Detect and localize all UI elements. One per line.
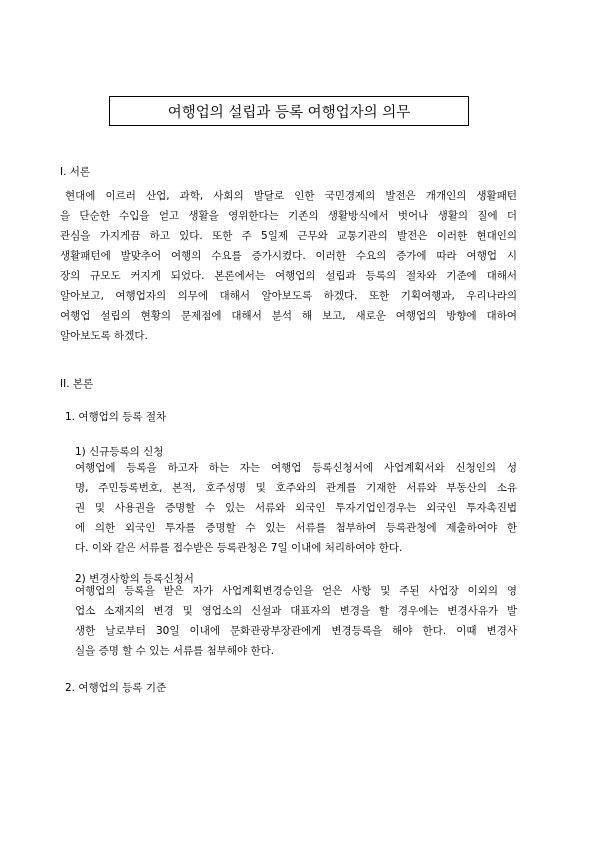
section-heading-introduction: I. 서론	[60, 166, 91, 178]
paragraph-line: 실을 증명 할 수 있는 서류를 첨부해야 한다.	[75, 645, 275, 657]
item-heading-new-registration: 1) 신규등록의 신청	[75, 446, 164, 458]
item-heading-change-registration: 2) 변경사항의 등록신청서	[75, 573, 194, 585]
paragraph-line: 여행업에 등록을 하고자 하는 자는 여행업 등록신청서에 사업계획서와 신청인의 성	[75, 462, 517, 474]
document-title: 여행업의 설립과 등록 여행업자의 의무	[109, 96, 469, 126]
paragraph-line: 생활패턴에 발맞추어 여행의 수요를 증가시켰다. 이러한 수요의 증가에 따라 여행업 시	[60, 250, 517, 262]
section-heading-body: II. 본론	[60, 378, 94, 390]
paragraph-line: 현대에 이르러 산업, 과학, 사회의 발달로 인한 국민경제의 발전은 개개인의 생활패턴	[65, 190, 517, 202]
paragraph-line: 관심을 가지게끔 하고 있다. 또한 주 5일제 근무와 교통기관의 발전은 이러한 현대인의	[60, 230, 517, 242]
paragraph-line: 명, 주민등록번호, 본적, 호주성명 및 호주와의 관계를 기재한 서류와 부동산의 소유	[75, 482, 517, 494]
paragraph-line: 여행업의 등록을 받은 자가 사업계획변경승인을 얻은 사항 및 주된 사업장 이외의 영	[75, 585, 517, 597]
new-registration-paragraph	[75, 458, 517, 558]
subsection-heading-registration-procedure: 1. 여행업의 등록 절차	[65, 411, 167, 423]
paragraph-line: 업소 소재지의 변경 및 영업소의 신설과 대표자의 변경을 할 경우에는 변경사유가 발	[75, 605, 517, 617]
paragraph-line: 장의 규모도 커지게 되었다. 본론에서는 여행업의 설립과 등록의 절차와 기준에 대해서	[60, 270, 517, 282]
change-registration-paragraph	[75, 581, 517, 661]
paragraph-line: 알아보도록 하겠다.	[60, 330, 148, 342]
paragraph-line: 에 의한 외국인 투자를 증명할 수 있는 서류를 첨부하여 등록관청에 제출하여야 한	[75, 522, 517, 534]
paragraph-line: 을 단순한 수입을 얻고 생활을 영위한다는 기존의 생활방식에서 벗어나 생활의 질에 더	[60, 210, 517, 222]
paragraph-line: 생한 날로부터 30일 이내에 문화관광부장관에게 변경등록을 해야 한다. 이때 변경사	[75, 625, 517, 637]
paragraph-line: 여행업 설립의 현황의 문제점에 대해서 분석 해 보고, 새로운 여행업의 방향에 대하여	[60, 310, 517, 322]
introduction-paragraph	[60, 186, 517, 346]
paragraph-line: 권 및 사용권을 증명할 수 있는 서류와 외국인 투자기업인경우는 외국인 투자촉진법	[75, 502, 517, 514]
paragraph-line: 다. 이와 같은 서류를 접수받은 등록관청은 7일 이내에 처리하여야 한다.	[75, 542, 403, 554]
paragraph-line: 알아보고, 여행업자의 의무에 대해서 알아보도록 하겠다. 또한 기획여행과, 우리나라의	[60, 290, 517, 302]
subsection-heading-registration-criteria: 2. 여행업의 등록 기준	[65, 682, 167, 694]
